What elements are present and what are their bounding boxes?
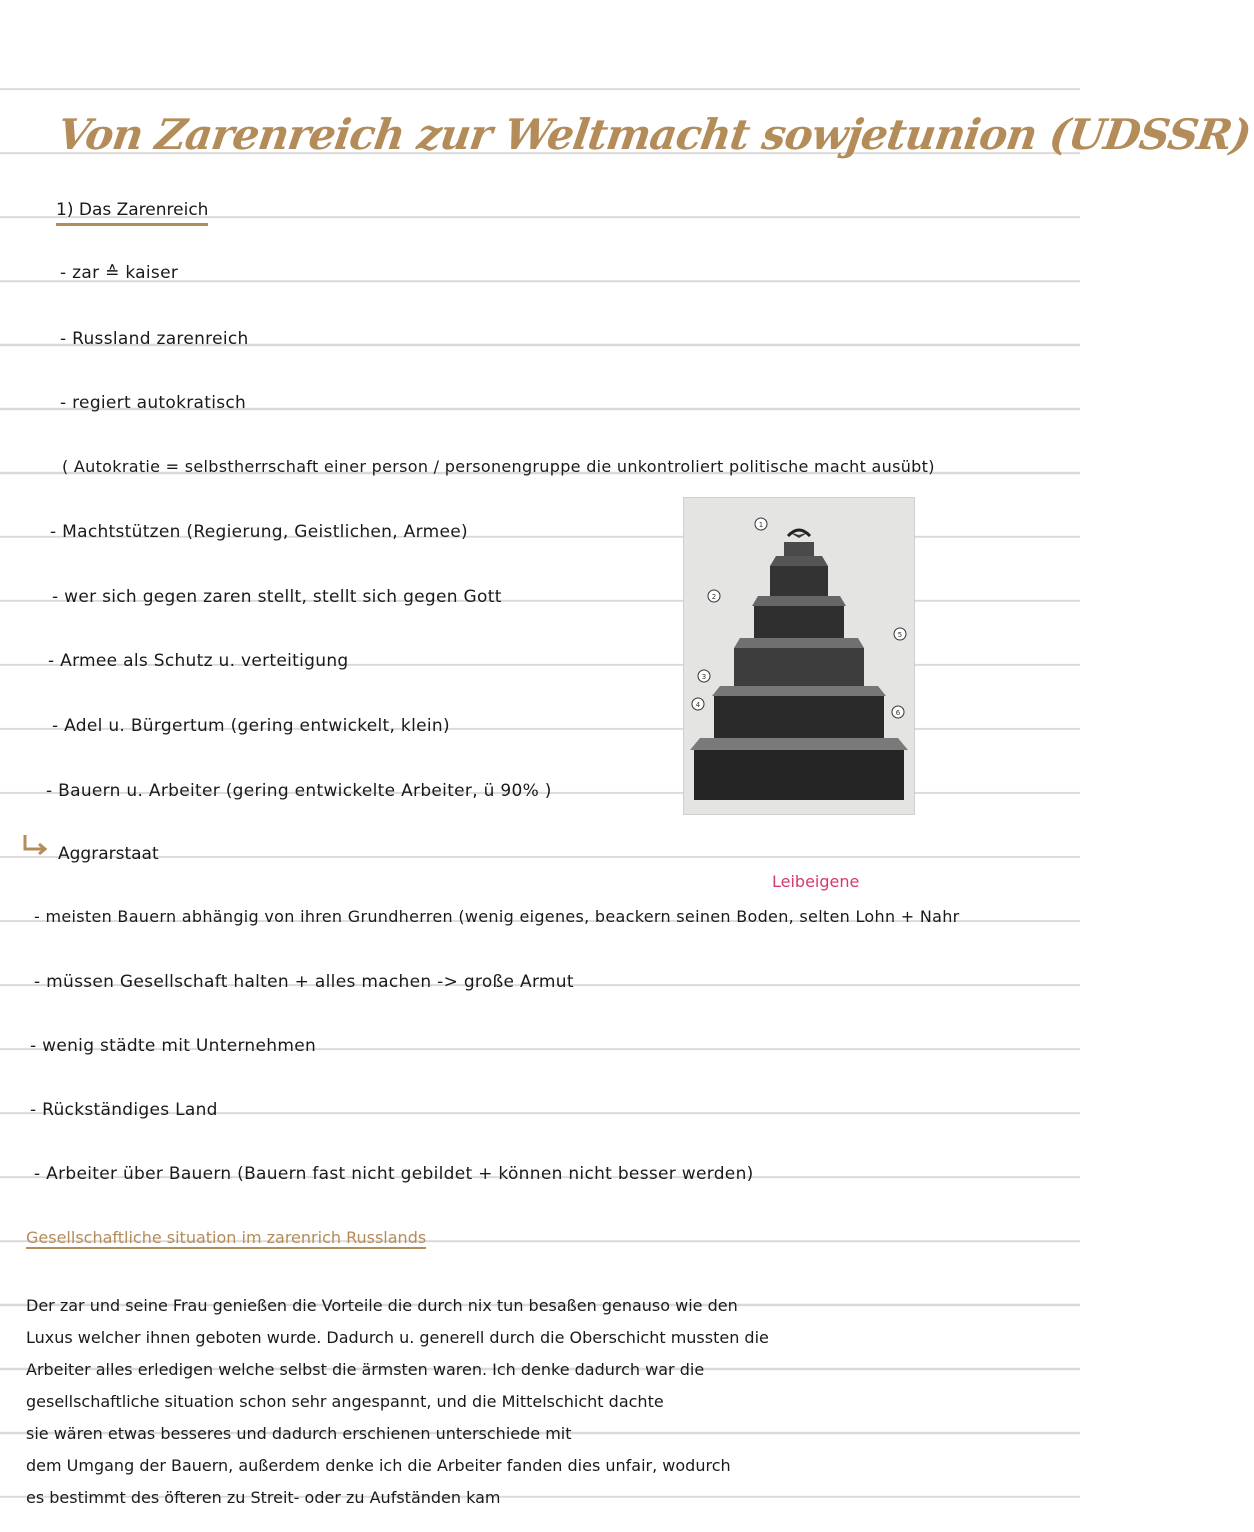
bullet-bauern-arbeiter: - Bauern u. Arbeiter (gering entwickelte Arbeiter, ü 90% ) — [46, 781, 552, 801]
page-title: Von Zarenreich zur Weltmacht sowjetunion (UDSSR) — [54, 110, 1254, 159]
bullet-autokratie-definition: ( Autokratie = selbstherrschaft einer person / personengruppe die unkontroliert politische macht ausübt) — [62, 457, 935, 476]
pyramid-illustration-drawing — [684, 498, 914, 814]
paragraph-line: es bestimmt des öfteren zu Streit- oder zu Aufständen kam — [26, 1488, 501, 1507]
bullet-zar: - zar ≙ kaiser — [60, 263, 179, 283]
pyramid-label-5: 5 — [897, 631, 903, 639]
bullet-armut: - müssen Gesellschaft halten + alles machen -> große Armut — [34, 972, 574, 992]
bullet-machtstuetzen: - Machtstützen (Regierung, Geistlichen, Armee) — [50, 522, 468, 542]
bullet-regiert: - regiert autokratisch — [60, 393, 247, 413]
bullet-staedte: - wenig städte mit Unternehmen — [30, 1036, 317, 1056]
reflection-paragraph — [26, 1290, 1056, 1514]
pyramid-illustration — [683, 497, 915, 815]
bullet-russland: - Russland zarenreich — [60, 329, 249, 349]
leibeigene-annotation: Leibeigene — [772, 872, 860, 891]
bullet-grundherren: - meisten Bauern abhängig von ihren Grundherren (wenig eigenes, beackern seinen Boden, selten Lohn + Nahr — [34, 907, 960, 926]
paragraph-line: gesellschaftliche situation schon sehr angespannt, und die Mittelschicht dachte — [26, 1392, 664, 1411]
paragraph-line: Der zar und seine Frau genießen die Vorteile die durch nix tun besaßen genauso wie den — [26, 1296, 738, 1315]
pyramid-label-4: 4 — [695, 701, 701, 709]
paragraph-line: Luxus welcher ihnen geboten wurde. Dadurch u. generell durch die Oberschicht mussten die — [26, 1328, 769, 1347]
paragraph-line: dem Umgang der Bauern, außerdem denke ich die Arbeiter fanden dies unfair, wodurch — [26, 1456, 731, 1475]
paragraph-line: Arbeiter alles erledigen welche selbst die ärmsten waren. Ich denke dadurch war die — [26, 1360, 705, 1379]
aggrarstaat-label: Aggrarstaat — [58, 844, 159, 864]
arrow-return-icon — [22, 834, 48, 856]
bullet-arbeiter-bauern: - Arbeiter über Bauern (Bauern fast nicht gebildet + können nicht besser werden) — [34, 1164, 754, 1184]
bullet-adel: - Adel u. Bürgertum (gering entwickelt, klein) — [52, 716, 450, 736]
bullet-gott: - wer sich gegen zaren stellt, stellt sich gegen Gott — [52, 587, 502, 607]
pyramid-label-1: 1 — [758, 521, 764, 529]
bullet-rueckstaendig: - Rückständiges Land — [30, 1100, 218, 1120]
pyramid-label-6: 6 — [895, 709, 901, 717]
pyramid-label-3: 3 — [701, 673, 707, 681]
pyramid-label-2: 2 — [711, 593, 717, 601]
section-heading-zarenreich: 1) Das Zarenreich — [56, 200, 208, 226]
paragraph-line: sie wären etwas besseres und dadurch erschienen unterschiede mit — [26, 1424, 572, 1443]
section-heading-gesellschaft: Gesellschaftliche situation im zarenrich Russlands — [26, 1228, 427, 1247]
bullet-armee: - Armee als Schutz u. verteitigung — [48, 651, 349, 671]
